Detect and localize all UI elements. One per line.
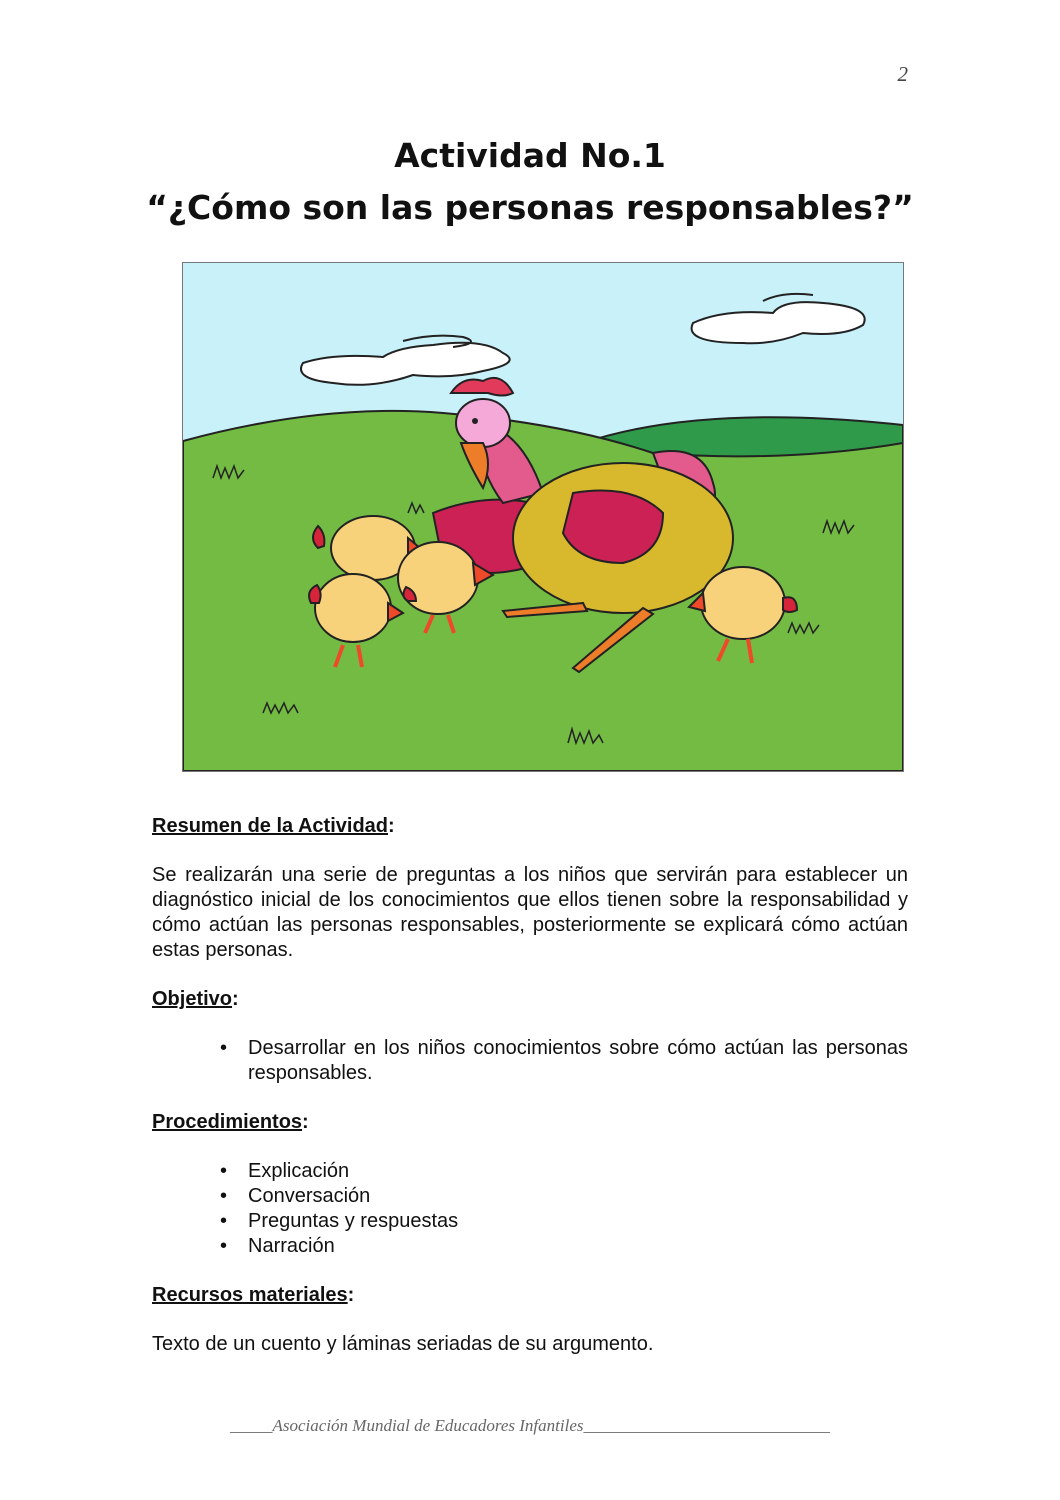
illustration-svg (183, 263, 903, 771)
resumen-text: Se realizarán una serie de preguntas a los niños que servirán para establecer un diagnóstico inicial de los conocimientos que ellos tienen sobre la responsabilidad y cómo actúan las personas responsables, posteriormente se explicará cómo actúan estas personas. (152, 864, 908, 961)
list-item: • Narración (248, 1234, 908, 1259)
activity-content (152, 814, 908, 1357)
objetivo-list (152, 1036, 908, 1086)
title-line-1: Actividad No.1 (394, 136, 666, 175)
recursos-text: Texto de un cuento y láminas seriadas de su argumento. (152, 1333, 654, 1355)
hen-with-chicks-illustration (182, 262, 904, 772)
heading-resumen: Resumen de la Actividad: (152, 815, 395, 837)
hen-head (456, 399, 510, 447)
grass-field (183, 411, 903, 771)
list-item: • Preguntas y respuestas (248, 1209, 908, 1234)
heading-recursos: Recursos materiales: (152, 1284, 355, 1306)
title-line-2: “¿Cómo son las personas responsables?” (146, 188, 914, 227)
page-title (0, 130, 1060, 234)
list-item: • Desarrollar en los niños conocimientos sobre cómo actúan las personas responsables. (248, 1036, 908, 1086)
list-item: • Conversación (248, 1184, 908, 1209)
heading-procedimientos: Procedimientos: (152, 1111, 309, 1133)
footer: _____Asociación Mundial de Educadores Infantiles_____________________________ (230, 1416, 830, 1435)
list-item: • Explicación (248, 1159, 908, 1184)
footer-text: Asociación Mundial de Educadores Infantiles (272, 1416, 584, 1435)
procedimientos-list (152, 1159, 908, 1259)
page-number: 2 (897, 62, 908, 86)
heading-objetivo: Objetivo: (152, 988, 239, 1010)
hen-eye (472, 418, 478, 424)
